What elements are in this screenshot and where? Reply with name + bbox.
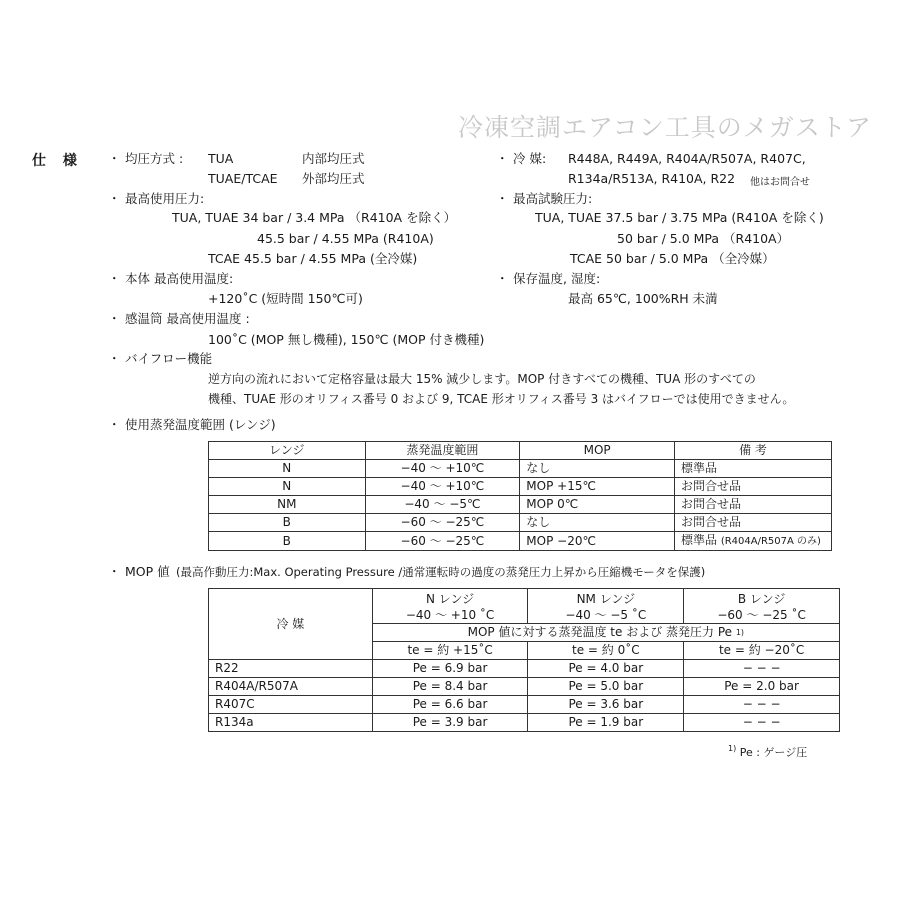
header-cell: 備 考	[674, 442, 831, 460]
watermark: 冷凍空調エアコン工具のメガストア	[458, 113, 873, 142]
footnote-marker: 1)	[728, 744, 737, 753]
max-test-pressure-line: TCAE 50 bar / 5.0 MPa （全冷媒）	[570, 251, 775, 266]
range-section-label: 使用蒸発温度範囲 (レンジ)	[125, 417, 276, 432]
table-header-row	[209, 589, 840, 624]
temp-cell: −60 ～ −25℃	[365, 514, 520, 532]
range-cell: N	[209, 460, 366, 478]
note-cell	[674, 460, 831, 478]
table-row	[209, 478, 832, 496]
range-cell: N	[209, 478, 366, 496]
max-test-pressure-line: TUA, TUAE 37.5 bar / 3.75 MPa (R410A を除く)	[535, 210, 824, 225]
footnote	[728, 744, 807, 760]
table-row	[209, 678, 840, 696]
max-test-pressure-line: 50 bar / 5.0 MPa （R410A）	[617, 231, 790, 246]
biflow-text: 逆方向の流れにおいて定格容量は最大 15% 減少します。MOP 付きすべての機種、TUA 形のすべての	[208, 372, 756, 386]
mop-section-detail: (最高作動圧力:Max. Operating Pressure /通常運転時の過度の蒸発圧力上昇から圧縮機モータを保護)	[176, 565, 706, 579]
pe-cell: − − −	[684, 660, 840, 678]
note-small: (R404A/R507A のみ)	[720, 536, 821, 547]
equalizing-model: TUAE/TCAE	[208, 171, 278, 186]
mop-cell: なし	[520, 460, 675, 478]
table-row	[209, 696, 840, 714]
header-cell: MOP	[520, 442, 675, 460]
storage-value: 最高 65℃, 100%RH 未満	[568, 291, 718, 306]
mop-section-label: MOP 値	[125, 564, 170, 579]
note-text: 標準品	[680, 461, 717, 475]
note-text: お問合せ品	[680, 479, 741, 493]
subheader-text: MOP 値に対する蒸発温度 te および 蒸発圧力 Pe	[467, 625, 733, 639]
mop-cell: MOP −20℃	[520, 532, 675, 551]
note-text: 標準品	[680, 533, 717, 547]
bullet: ・	[108, 271, 121, 286]
max-working-pressure-label: 最高使用圧力:	[125, 191, 205, 206]
subheader-cell	[372, 624, 839, 642]
bullet: ・	[108, 151, 121, 166]
bullet: ・	[496, 151, 509, 166]
bulb-temp-label: 感温筒 最高使用温度 :	[125, 311, 250, 326]
header-cell: レンジ	[209, 442, 366, 460]
refrigerant-cell: R407C	[209, 696, 373, 714]
pe-cell: Pe = 6.9 bar	[372, 660, 528, 678]
range-cell: B	[209, 532, 366, 551]
temp-cell: −40 ～ +10℃	[365, 460, 520, 478]
refrigerant-label: 冷 媒:	[513, 151, 547, 166]
temp-cell: −40 ～ +10℃	[365, 478, 520, 496]
header-cell: 蒸発温度範囲	[365, 442, 520, 460]
refrigerant-note: 他はお問合せ	[750, 177, 810, 188]
body-temp-label: 本体 最高使用温度:	[125, 271, 234, 286]
range-name: B レンジ	[737, 592, 786, 606]
range-temp: −60 ～ −25 ˚C	[717, 608, 806, 622]
refrigerant-list: R448A, R449A, R404A/R507A, R407C,	[568, 151, 806, 166]
bullet: ・	[108, 191, 121, 206]
temp-cell: −60 ～ −25℃	[365, 532, 520, 551]
equalizing-type: 外部均圧式	[302, 171, 365, 186]
table-row	[209, 460, 832, 478]
max-test-pressure-label: 最高試験圧力:	[513, 191, 593, 206]
pe-cell: − − −	[684, 696, 840, 714]
pe-cell: Pe = 3.9 bar	[372, 714, 528, 732]
refrigerant-header: 冷 媒	[209, 589, 373, 660]
equalizing-label: 均圧方式 :	[125, 151, 184, 166]
pe-cell: Pe = 6.6 bar	[372, 696, 528, 714]
pe-cell: − − −	[684, 714, 840, 732]
range-cell: NM	[209, 496, 366, 514]
bullet: ・	[496, 191, 509, 206]
range-header	[372, 589, 528, 624]
range-temp: −40 ～ −5 ˚C	[565, 608, 647, 622]
note-cell	[674, 514, 831, 532]
max-working-pressure-line: TCAE 45.5 bar / 4.55 MPa (全冷媒)	[208, 251, 418, 266]
refrigerant-cell: R134a	[209, 714, 373, 732]
bullet: ・	[108, 311, 121, 326]
pe-cell: Pe = 2.0 bar	[684, 678, 840, 696]
pe-cell: Pe = 5.0 bar	[528, 678, 684, 696]
refrigerant-cell: R404A/R507A	[209, 678, 373, 696]
range-header	[684, 589, 840, 624]
bullet: ・	[108, 351, 121, 366]
refrigerant-list: R134a/R513A, R410A, R22	[568, 171, 736, 186]
pe-cell: Pe = 4.0 bar	[528, 660, 684, 678]
pe-cell: Pe = 1.9 bar	[528, 714, 684, 732]
temp-cell: −40 ～ −5℃	[365, 496, 520, 514]
te-cell: te = 約 0˚C	[528, 642, 684, 660]
table-row	[209, 714, 840, 732]
pe-cell: Pe = 3.6 bar	[528, 696, 684, 714]
range-name: N レンジ	[425, 592, 475, 606]
note-text: お問合せ品	[680, 515, 741, 529]
body-temp-value: +120˚C (短時間 150℃可)	[208, 291, 363, 306]
note-text: お問合せ品	[680, 497, 741, 511]
table-row	[209, 496, 832, 514]
range-header	[528, 589, 684, 624]
mop-cell: MOP 0℃	[520, 496, 675, 514]
table-row	[209, 514, 832, 532]
footnote-marker: 1)	[735, 628, 745, 637]
biflow-label: バイフロー機能	[125, 351, 213, 366]
range-temp: −40 ～ +10 ˚C	[405, 608, 495, 622]
bullet: ・	[496, 271, 509, 286]
range-table	[208, 441, 832, 551]
note-cell	[674, 496, 831, 514]
storage-label: 保存温度, 湿度:	[513, 271, 601, 286]
pe-cell: Pe = 8.4 bar	[372, 678, 528, 696]
range-cell: B	[209, 514, 366, 532]
bulb-temp-value: 100˚C (MOP 無し機種), 150℃ (MOP 付き機種)	[208, 332, 485, 347]
note-cell	[674, 478, 831, 496]
equalizing-model: TUA	[208, 151, 234, 166]
footnote-text: Pe : ゲージ圧	[739, 746, 808, 759]
bullet: ・	[108, 417, 121, 432]
mop-table	[208, 588, 840, 732]
max-working-pressure-line: TUA, TUAE 34 bar / 3.4 MPa （R410A を除く）	[172, 210, 457, 225]
biflow-text: 機種、TUAE 形のオリフィス番号 0 および 9, TCAE 形オリフィス番号 3 はバイフローでは使用できません。	[208, 392, 795, 406]
section-title: 仕 様	[32, 153, 83, 169]
te-cell: te = 約 +15˚C	[372, 642, 528, 660]
table-row	[209, 532, 832, 551]
max-working-pressure-line: 45.5 bar / 4.55 MPa (R410A)	[257, 231, 434, 246]
equalizing-type: 内部均圧式	[302, 151, 365, 166]
te-cell: te = 約 −20˚C	[684, 642, 840, 660]
refrigerant-cell: R22	[209, 660, 373, 678]
range-name: NM レンジ	[576, 592, 636, 606]
table-header-row	[209, 442, 832, 460]
note-cell	[674, 532, 831, 551]
bullet: ・	[108, 564, 121, 579]
table-row	[209, 660, 840, 678]
mop-cell: MOP +15℃	[520, 478, 675, 496]
mop-cell: なし	[520, 514, 675, 532]
